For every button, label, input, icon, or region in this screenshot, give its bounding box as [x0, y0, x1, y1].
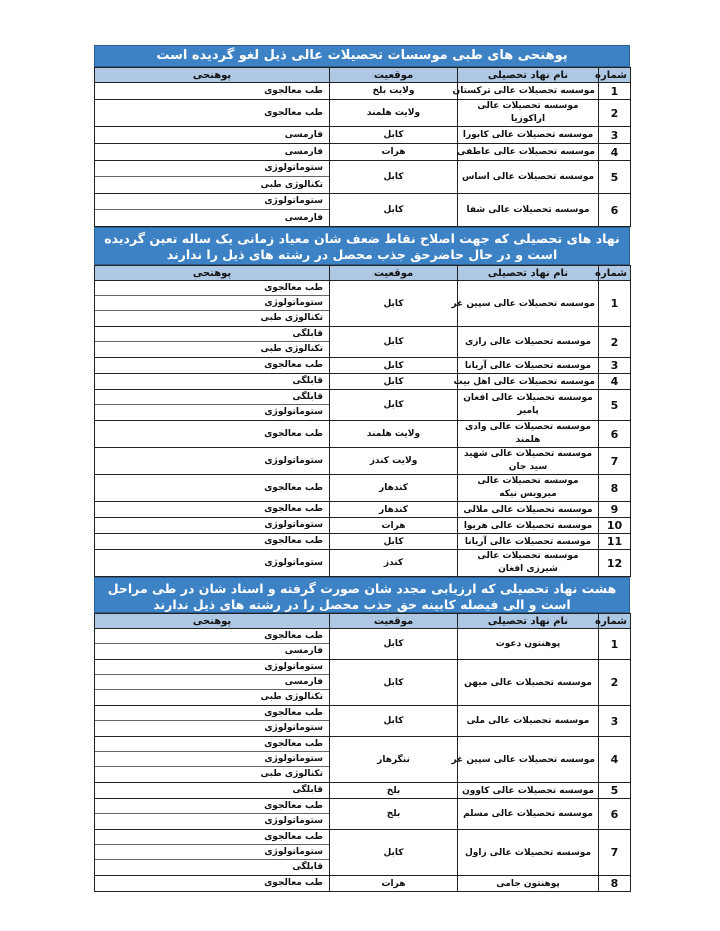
faculty-name: ستوماتولوژی — [264, 557, 323, 568]
institution-name: موسسه تحصیلات عالی اهل بیت — [458, 374, 599, 390]
location: کابل — [330, 374, 458, 390]
location: کابل — [330, 358, 458, 374]
faculty-name: ستوماتولوژی — [95, 296, 329, 311]
faculty-cell — [95, 100, 330, 127]
faculty-cell — [95, 448, 330, 475]
faculty-cell — [95, 737, 330, 783]
faculty-name: قابلگی — [95, 327, 329, 342]
faculty-name: ستوماتولوژی — [95, 752, 329, 767]
section2-title: نهاد های تحصیلی که جهت اصلاح نقاط ضعف شان معیاد زمانی یک ساله تعین گردیده است و در حال حاضرحق جذب محصل در رشته های ذیل را ندارند — [94, 227, 630, 265]
location: کابل — [330, 534, 458, 550]
col-institution-header: نام نهاد تحصیلی — [458, 614, 599, 629]
location: کابل — [330, 327, 458, 358]
table-row — [95, 830, 631, 876]
institution-name: موسسه تحصیلات عالی کابورا — [458, 127, 599, 144]
col-number-header: شماره — [599, 614, 631, 629]
institution-name: موسسه تحصیلات عالی سپین غر — [458, 737, 599, 783]
institution-name: موسسه تحصیلات عالی وادی هلمند — [458, 421, 599, 448]
table-row — [95, 783, 631, 799]
row-number: 6 — [599, 194, 631, 227]
institution-name: موسسه تحصیلات عالی ملی — [458, 706, 599, 737]
faculty-cell — [95, 830, 330, 876]
row-number: 1 — [599, 83, 631, 100]
institution-name: موسسه تحصیلات عالی ترکستان — [458, 83, 599, 100]
faculty-name: طب معالجوی — [95, 629, 329, 644]
col-institution-header: نام نهاد تحصیلی — [458, 266, 599, 281]
faculty-cell — [95, 629, 330, 660]
faculty-name: ستوماتولوژی — [95, 161, 329, 177]
section3-title: هشت نهاد تحصیلی که ارزیابی مجدد شان صورت گرفته و اسناد شان در طی مراحل است و الی فیصله کابینه حق جذب محصل را در رشته های ذیل ندارند — [94, 577, 630, 613]
faculty-name: ستوماتولوژی — [95, 845, 329, 860]
table-row — [95, 534, 631, 550]
row-number: 7 — [599, 830, 631, 876]
faculty-cell — [95, 518, 330, 534]
institution-name: موسسه تحصیلات عالی میهن — [458, 660, 599, 706]
faculty-name: طب معالجوی — [264, 360, 323, 370]
faculty-name: قابلگی — [292, 862, 323, 872]
row-number: 8 — [599, 475, 631, 502]
col-institution-header: نام نهاد تحصیلی — [458, 68, 599, 83]
row-number: 3 — [599, 358, 631, 374]
location: کابل — [330, 161, 458, 194]
location: کابل — [330, 127, 458, 144]
institution-name: موسسه تحصیلات عالی افغان پامیر — [458, 390, 599, 421]
faculty-name: تکنالوژی طبی — [260, 344, 323, 354]
institution-name: پوهنتون دعوت — [458, 629, 599, 660]
faculty-name: فارمسی — [284, 646, 323, 656]
row-number: 9 — [599, 502, 631, 518]
faculty-name: تکنالوژی طبی — [260, 180, 323, 190]
faculty-name: طب معالجوی — [264, 504, 323, 514]
faculty-name: قابلگی — [95, 390, 329, 405]
institution-name: موسسه تحصیلات عالی اراکوزیا — [458, 100, 599, 127]
row-number: 11 — [599, 534, 631, 550]
row-number: 1 — [599, 629, 631, 660]
faculty-name: فارمسی — [284, 130, 323, 140]
location: کابل — [330, 629, 458, 660]
row-number: 5 — [599, 390, 631, 421]
institution-name: موسسه تحصیلات عالی آریانا — [458, 358, 599, 374]
row-number: 4 — [599, 737, 631, 783]
institution-name: موسسه تحصیلات عالی شهید سید جان — [458, 448, 599, 475]
faculty-cell — [95, 327, 330, 358]
faculty-name: ستوماتولوژی — [264, 816, 323, 826]
faculty-name: قابلگی — [292, 376, 323, 386]
row-number: 1 — [599, 281, 631, 327]
row-number: 3 — [599, 127, 631, 144]
table-row — [95, 127, 631, 144]
faculty-name: فارمسی — [95, 675, 329, 690]
faculty-name: طب معالجوی — [95, 799, 329, 814]
col-faculty-header: پوهنحی — [95, 68, 330, 83]
row-number: 12 — [599, 550, 631, 577]
institution-name: موسسه تحصیلات عالی زاول — [458, 830, 599, 876]
faculty-name: طب معالجوی — [95, 281, 329, 296]
document — [94, 45, 630, 892]
location: ولایت کندز — [330, 448, 458, 475]
section3-table — [94, 613, 631, 892]
row-number: 4 — [599, 144, 631, 161]
table-row — [95, 281, 631, 327]
section3-header-row — [95, 614, 631, 629]
location: کندهار — [330, 475, 458, 502]
table-row — [95, 737, 631, 783]
faculty-name: ستوماتولوژی — [264, 520, 323, 530]
col-number-header: شماره — [599, 266, 631, 281]
faculty-cell — [95, 127, 330, 144]
table-row — [95, 475, 631, 502]
location: بلخ — [330, 783, 458, 799]
institution-name: موسسه تحصیلات عالی ملالی — [458, 502, 599, 518]
faculty-name: قابلگی — [292, 785, 323, 795]
col-location-header: موقعیت — [330, 614, 458, 629]
table-row — [95, 358, 631, 374]
section2-table — [94, 265, 631, 577]
faculty-cell — [95, 390, 330, 421]
table-row — [95, 799, 631, 830]
faculty-cell — [95, 876, 330, 892]
row-number: 8 — [599, 876, 631, 892]
table-row — [95, 144, 631, 161]
row-number: 7 — [599, 448, 631, 475]
faculty-cell — [95, 550, 330, 577]
faculty-cell — [95, 194, 330, 227]
col-number-header: شماره — [599, 68, 631, 83]
table-row — [95, 83, 631, 100]
faculty-name: طب معالجوی — [264, 482, 323, 493]
institution-name: موسسه تحصیلات عالی سپین غر — [458, 281, 599, 327]
faculty-cell — [95, 502, 330, 518]
location: کابل — [330, 390, 458, 421]
faculty-name: طب معالجوی — [264, 86, 323, 96]
faculty-name: ستوماتولوژی — [264, 407, 323, 417]
faculty-cell — [95, 358, 330, 374]
location: کندز — [330, 550, 458, 577]
location: کابل — [330, 281, 458, 327]
faculty-name: ستوماتولوژی — [264, 723, 323, 733]
row-number: 4 — [599, 374, 631, 390]
col-faculty-header: پوهنحی — [95, 614, 330, 629]
table-row — [95, 390, 631, 421]
location: هرات — [330, 144, 458, 161]
institution-name: موسسه تحصیلات عالی هریوا — [458, 518, 599, 534]
section1-header-row — [95, 68, 631, 83]
table-row — [95, 161, 631, 194]
row-number: 5 — [599, 161, 631, 194]
row-number: 2 — [599, 327, 631, 358]
col-faculty-header: پوهنحی — [95, 266, 330, 281]
faculty-name: فارمسی — [284, 147, 323, 157]
faculty-name: طب معالجوی — [264, 536, 323, 546]
faculty-name: طب معالجوی — [264, 108, 323, 118]
location: ولایت هلمند — [330, 100, 458, 127]
faculty-cell — [95, 534, 330, 550]
location: ولایت هلمند — [330, 421, 458, 448]
faculty-name: فارمسی — [284, 213, 323, 223]
institution-name: موسسه تحصیلات عالی میرویس نیکه — [458, 475, 599, 502]
table-row — [95, 629, 631, 660]
table-row — [95, 194, 631, 227]
col-location-header: موقعیت — [330, 266, 458, 281]
institution-name: موسسه تحصیلات عالی اساس — [458, 161, 599, 194]
row-number: 2 — [599, 660, 631, 706]
location: ننگرهار — [330, 737, 458, 783]
location: کابل — [330, 706, 458, 737]
institution-name: موسسه تحصیلات عالی کاوون — [458, 783, 599, 799]
section1-table — [94, 67, 631, 227]
row-number: 3 — [599, 706, 631, 737]
institution-name: پوهنتون جامی — [458, 876, 599, 892]
institution-name: موسسه تحصیلات عالی مسلم — [458, 799, 599, 830]
institution-name: موسسه تحصیلات عالی عاطفی — [458, 144, 599, 161]
row-number: 6 — [599, 799, 631, 830]
table-row — [95, 550, 631, 577]
faculty-name: طب معالجوی — [95, 706, 329, 721]
table-row — [95, 100, 631, 127]
location: ولایت بلخ — [330, 83, 458, 100]
institution-name: موسسه تحصیلات عالی آریانا — [458, 534, 599, 550]
institution-name: موسسه تحصیلات عالی شیرزی افغان — [458, 550, 599, 577]
row-number: 2 — [599, 100, 631, 127]
table-row — [95, 448, 631, 475]
table-row — [95, 502, 631, 518]
faculty-name: طب معالجوی — [95, 737, 329, 752]
faculty-cell — [95, 799, 330, 830]
location: کابل — [330, 660, 458, 706]
faculty-name: تکنالوژی طبی — [260, 692, 323, 702]
table-row — [95, 421, 631, 448]
faculty-name: طب معالجوی — [264, 878, 323, 888]
faculty-cell — [95, 421, 330, 448]
location: هرات — [330, 518, 458, 534]
table-row — [95, 374, 631, 390]
institution-name: موسسه تحصیلات عالی شفا — [458, 194, 599, 227]
table-row — [95, 518, 631, 534]
table-row — [95, 706, 631, 737]
table-row — [95, 660, 631, 706]
section1-title: پوهنحی های طبی موسسات تحصیلات عالی ذیل لغو گردیده است — [94, 45, 630, 67]
faculty-name: طب معالجوی — [95, 830, 329, 845]
location: کابل — [330, 194, 458, 227]
faculty-cell — [95, 374, 330, 390]
faculty-name: تکنالوژی طبی — [260, 769, 323, 779]
faculty-name: ستوماتولوژی — [95, 194, 329, 210]
faculty-cell — [95, 475, 330, 502]
location: کندهار — [330, 502, 458, 518]
faculty-cell — [95, 83, 330, 100]
faculty-cell — [95, 281, 330, 327]
section2-header-row — [95, 266, 631, 281]
faculty-cell — [95, 660, 330, 706]
faculty-name: ستوماتولوژی — [95, 660, 329, 675]
col-location-header: موقعیت — [330, 68, 458, 83]
faculty-name: طب معالجوی — [264, 428, 323, 439]
table-row — [95, 327, 631, 358]
location: بلخ — [330, 799, 458, 830]
faculty-cell — [95, 161, 330, 194]
faculty-name: تکنالوژی طبی — [260, 313, 323, 323]
row-number: 10 — [599, 518, 631, 534]
location: هرات — [330, 876, 458, 892]
row-number: 5 — [599, 783, 631, 799]
faculty-cell — [95, 706, 330, 737]
institution-name: موسسه تحصیلات عالی رازی — [458, 327, 599, 358]
table-row — [95, 876, 631, 892]
faculty-cell — [95, 144, 330, 161]
location: کابل — [330, 830, 458, 876]
row-number: 6 — [599, 421, 631, 448]
faculty-name: ستوماتولوژی — [264, 455, 323, 466]
faculty-cell — [95, 783, 330, 799]
